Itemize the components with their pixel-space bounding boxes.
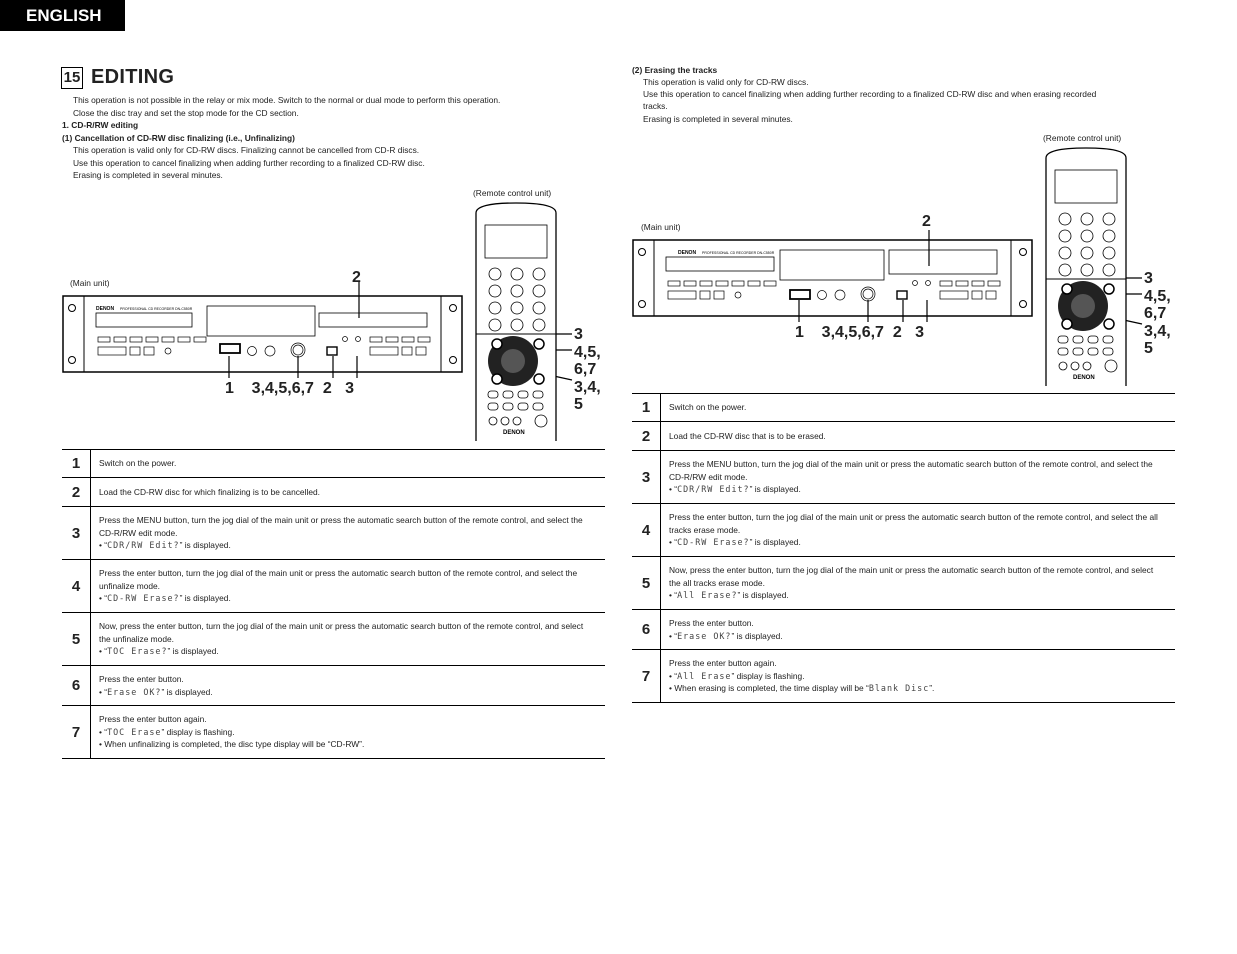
bullet-suffix: ” is displayed. — [749, 484, 801, 495]
step-number: 1 — [632, 394, 661, 422]
bullet-prefix: • “ — [99, 686, 108, 697]
display-message: Erase OK? — [107, 686, 162, 697]
unfinalize-heading: (1) Cancellation of CD-RW disc finalizing (i.e., Unfinalizing) — [62, 133, 295, 143]
step-number: 5 — [632, 557, 661, 610]
remote-label-right: (Remote control unit) — [1043, 133, 1122, 143]
bullet-suffix: ” is displayed. — [749, 537, 801, 548]
display-message: CD-RW Erase? — [107, 593, 180, 604]
step-instruction: Switch on the power. — [99, 458, 177, 469]
erase-tracks-heading: (2) Erasing the tracks — [632, 65, 718, 75]
step-instruction: Press the enter button. — [99, 674, 184, 685]
step-row — [62, 706, 605, 759]
callout-2-left: 2 — [352, 269, 361, 286]
step-instruction: Press the enter button, turn the jog dial of the main unit or press the automatic search button of the remote control, and select the unfinalize mode. — [99, 568, 578, 591]
step-number: 6 — [632, 610, 661, 650]
step-bullet — [99, 726, 597, 738]
callout-row-right: 1 3,4,5,6,7 2 3 — [795, 324, 924, 341]
display-message: TOC Erase? — [107, 646, 168, 657]
bullet-suffix: ” is displayed. — [179, 540, 231, 551]
steps-table-right — [632, 393, 1175, 703]
step-row — [62, 478, 605, 507]
step-instruction: Load the CD-RW disc for which finalizing is to be cancelled. — [99, 486, 320, 497]
bullet-prefix: • “ — [669, 537, 678, 548]
step-bullet — [669, 536, 1167, 548]
model-label: PROFESSIONAL CD RECORDER DN-C550R — [120, 307, 193, 311]
step-text — [661, 394, 1176, 422]
callout-34-left: 3,4, — [574, 379, 601, 396]
display-message: All Erase? — [677, 590, 738, 601]
step-bullet — [669, 630, 1167, 642]
callout-5-left: 5 — [574, 396, 583, 413]
erase-para-2a: Use this operation to cancel finalizing when adding further recording to a finalized CD-RW disc and when erasing recorded — [643, 89, 1097, 99]
step-number: 1 — [62, 450, 91, 478]
section-number: 15 — [61, 67, 83, 89]
display-message: CDR/RW Edit? — [677, 484, 750, 495]
step-text — [91, 478, 606, 507]
bullet-suffix: ” display is flashing. — [161, 726, 235, 737]
callout-3-right: 3 — [1144, 270, 1153, 287]
bullet-prefix: • “ — [99, 593, 108, 604]
bullet-suffix: ” display is flashing. — [731, 670, 805, 681]
step-row — [632, 422, 1175, 451]
remote-brand: DENON — [503, 430, 525, 436]
bullet-prefix: • “ — [99, 646, 108, 657]
bullet-suffix: ” is displayed. — [179, 593, 231, 604]
remote-control-illustration-right — [1043, 146, 1129, 386]
subsection-heading: 1. CD-R/RW editing — [62, 120, 139, 130]
remote-control-illustration-left — [473, 201, 559, 441]
display-message: All Erase — [677, 670, 732, 681]
step-text — [661, 650, 1176, 703]
step-number: 7 — [62, 706, 91, 759]
step-row — [632, 451, 1175, 504]
step-text — [661, 557, 1176, 610]
callout-45-left: 4,5, — [574, 344, 601, 361]
step-text — [91, 666, 606, 706]
step-text — [661, 610, 1176, 650]
bullet-prefix: • When erasing is completed, the time display will be “ — [669, 683, 869, 694]
step-row — [62, 666, 605, 706]
step-row — [62, 507, 605, 560]
step-number: 3 — [632, 451, 661, 504]
callout-3-left: 3 — [574, 326, 583, 343]
step-number: 4 — [632, 504, 661, 557]
step-number: 2 — [632, 422, 661, 451]
callout-67-right: 6,7 — [1144, 305, 1167, 322]
steps-table-left — [62, 449, 605, 759]
intro-line-1: This operation is not possible in the relay or mix mode. Switch to the normal or dual mode to perform this operation. — [73, 95, 501, 105]
step-instruction: Press the MENU button, turn the jog dial of the main unit or press the automatic search button of the remote control, and select the CD-R/RW edit mode. — [669, 459, 1153, 482]
display-message: CDR/RW Edit? — [107, 540, 180, 551]
step-text — [661, 422, 1176, 451]
step-row — [62, 450, 605, 478]
display-message: Erase OK? — [677, 630, 732, 641]
step-bullet — [669, 682, 1167, 694]
bullet-prefix: • “ — [669, 484, 678, 495]
step-instruction: Now, press the enter button, turn the jog dial of the main unit or press the automatic search button of the remote control, and select the all tracks erase mode. — [669, 565, 1154, 588]
step-instruction: Now, press the enter button, turn the jog dial of the main unit or press the automatic search button of the remote control, and select the unfinalize mode. — [99, 621, 584, 644]
callout-2-right: 2 — [922, 213, 931, 230]
step-bullet — [99, 686, 597, 698]
callout-34-right: 3,4, — [1144, 323, 1171, 340]
erase-para-3: Erasing is completed in several minutes. — [643, 114, 793, 124]
step-text — [661, 451, 1176, 504]
bullet-prefix: • “ — [669, 670, 678, 681]
display-message: TOC Erase — [107, 726, 162, 737]
step-bullet — [99, 539, 597, 551]
step-bullet — [99, 738, 597, 750]
callout-row-left: 1 3,4,5,6,7 2 3 — [225, 380, 354, 397]
bullet-prefix: • When unfinalizing is completed, the disc type display will be “CD-RW”. — [99, 739, 365, 750]
step-instruction: Press the enter button. — [669, 618, 754, 629]
erase-para-1: This operation is valid only for CD-RW discs. — [643, 77, 809, 87]
bullet-suffix: ”. — [929, 683, 935, 694]
step-bullet — [669, 670, 1167, 682]
bullet-suffix: ” is displayed. — [161, 686, 213, 697]
step-bullet — [99, 645, 597, 657]
step-number: 4 — [62, 560, 91, 613]
step-text — [661, 504, 1176, 557]
bullet-suffix: ” is displayed. — [731, 630, 783, 641]
brand-logo: DENON — [96, 306, 115, 312]
step-row — [632, 610, 1175, 650]
step-number: 5 — [62, 613, 91, 666]
erase-para-2b: tracks. — [643, 101, 668, 111]
step-bullet — [669, 589, 1167, 601]
display-message: CD-RW Erase? — [677, 537, 750, 548]
language-tab: ENGLISH — [0, 0, 125, 31]
step-row — [632, 557, 1175, 610]
callout-67-left: 6,7 — [574, 361, 597, 378]
bullet-prefix: • “ — [669, 630, 678, 641]
step-text — [91, 560, 606, 613]
callout-45-right: 4,5, — [1144, 288, 1171, 305]
step-row — [62, 560, 605, 613]
step-text — [91, 706, 606, 759]
intro-line-2: Close the disc tray and set the stop mode for the CD section. — [73, 108, 299, 118]
step-bullet — [669, 483, 1167, 495]
step-row — [62, 613, 605, 666]
bullet-prefix: • “ — [669, 590, 678, 601]
step-instruction: Load the CD-RW disc that is to be erased. — [669, 430, 826, 441]
step-number: 7 — [632, 650, 661, 703]
main-unit-label-left: (Main unit) — [70, 278, 110, 288]
step-number: 6 — [62, 666, 91, 706]
step-text — [91, 450, 606, 478]
step-number: 2 — [62, 478, 91, 507]
bullet-prefix: • “ — [99, 726, 108, 737]
step-instruction: Switch on the power. — [669, 402, 747, 413]
step-instruction: Press the enter button again. — [99, 714, 207, 725]
bullet-prefix: • “ — [99, 540, 108, 551]
brand-logo: DENON — [678, 250, 697, 256]
bullet-suffix: ” is displayed. — [167, 646, 219, 657]
step-row — [632, 650, 1175, 703]
main-unit-label-right: (Main unit) — [641, 222, 681, 232]
step-row — [632, 504, 1175, 557]
step-text — [91, 613, 606, 666]
step-row — [632, 394, 1175, 422]
display-message: Blank Disc — [868, 683, 930, 694]
section-header — [61, 66, 174, 89]
step-number: 3 — [62, 507, 91, 560]
unfinalize-para-2: Use this operation to cancel finalizing when adding further recording to a finalized CD-RW disc. — [73, 158, 425, 168]
unfinalize-para-3: Erasing is completed in several minutes. — [73, 170, 223, 180]
step-instruction: Press the enter button, turn the jog dial of the main unit or press the automatic search button of the remote control, and select the all tracks erase mode. — [669, 512, 1158, 535]
section-title: EDITING — [91, 66, 175, 88]
step-bullet — [99, 592, 597, 604]
callout-5-right: 5 — [1144, 340, 1153, 357]
bullet-suffix: ” is displayed. — [737, 590, 789, 601]
remote-label-left: (Remote control unit) — [473, 188, 552, 198]
model-label: PROFESSIONAL CD RECORDER DN-C550R — [702, 251, 775, 255]
step-instruction: Press the enter button again. — [669, 658, 777, 669]
step-instruction: Press the MENU button, turn the jog dial of the main unit or press the automatic search button of the remote control, and select the CD-R/RW edit mode. — [99, 515, 583, 538]
remote-brand: DENON — [1073, 375, 1095, 381]
unfinalize-para-1: This operation is valid only for CD-RW discs. Finalizing cannot be cancelled from CD-R discs. — [73, 145, 420, 155]
step-text — [91, 507, 606, 560]
